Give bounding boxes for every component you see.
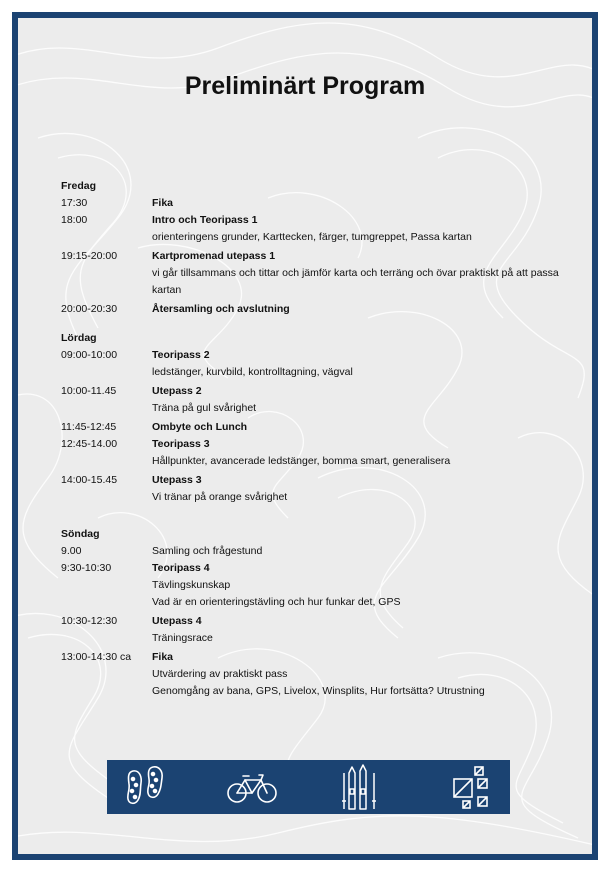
schedule-row <box>61 364 561 381</box>
row-text: Ombyte och Lunch <box>152 421 248 433</box>
schedule-row <box>61 248 561 265</box>
day-label: Fredag <box>61 180 97 192</box>
schedule <box>61 178 561 712</box>
day-lordag <box>61 330 561 506</box>
row-text: Träna på gul svårighet <box>152 402 257 414</box>
row-text: orienteringens grunder, Karttecken, färger, tumgreppet, Passa kartan <box>152 231 472 243</box>
row-time: 09:00-10:00 <box>61 349 118 361</box>
icon-bar <box>107 760 510 814</box>
row-time: 10:00-11.45 <box>61 385 117 397</box>
day-sondag <box>61 526 561 700</box>
row-text: Hållpunkter, avancerade ledstänger, bomma smart, generalisera <box>152 455 451 467</box>
row-text: Genomgång av bana, GPS, Livelox, Winsplits, Hur fortsätta? Utrustning <box>152 685 485 697</box>
row-time: 12:45-14.00 <box>61 438 118 450</box>
schedule-row <box>61 630 561 647</box>
row-time: 20:00-20:30 <box>61 303 118 315</box>
row-text: ledstänger, kurvbild, kontrolltagning, vägval <box>152 366 353 378</box>
row-text: vi går tillsammans och tittar och jämför karta och terräng och övar praktiskt på att passa kartan <box>152 267 559 296</box>
schedule-row <box>61 560 561 577</box>
row-time <box>61 400 152 417</box>
row-text: Återsamling och avslutning <box>152 303 290 315</box>
schedule-row <box>61 265 561 299</box>
schedule-row <box>61 594 561 611</box>
row-time: 9.00 <box>61 545 82 557</box>
row-text: Kartpromenad utepass 1 <box>152 250 276 262</box>
row-time <box>61 453 152 470</box>
schedule-row <box>61 229 561 246</box>
schedule-row <box>61 301 561 318</box>
row-time <box>61 594 152 611</box>
row-text: Tävlingskunskap <box>152 579 231 591</box>
row-text: Teoripass 3 <box>152 438 210 450</box>
row-text: Fika <box>152 651 174 663</box>
schedule-row <box>61 613 561 630</box>
bicycle-icon <box>225 763 279 811</box>
row-text: Utepass 4 <box>152 615 202 627</box>
schedule-row <box>61 383 561 400</box>
schedule-row <box>61 212 561 229</box>
row-text: Teoripass 4 <box>152 562 210 574</box>
row-time: 13:00-14:30 ca <box>61 651 132 663</box>
row-text: Intro och Teoripass 1 <box>152 214 258 226</box>
row-time <box>61 229 152 246</box>
row-text: Vi tränar på orange svårighet <box>152 491 288 503</box>
row-text: Utepass 2 <box>152 385 202 397</box>
day-label: Söndag <box>61 528 100 540</box>
skis-icon <box>337 763 381 813</box>
row-text: Samling och frågestund <box>152 545 263 557</box>
day-label: Lördag <box>61 332 97 344</box>
row-time: 19:15-20:00 <box>61 250 118 262</box>
schedule-row <box>61 666 561 683</box>
row-text: Teoripass 2 <box>152 349 210 361</box>
row-time <box>61 630 152 647</box>
orienteering-control-icon <box>442 763 494 811</box>
day-fredag <box>61 178 561 318</box>
row-text: Träningsrace <box>152 632 213 644</box>
row-time <box>61 683 152 700</box>
row-time <box>61 489 152 506</box>
row-time: 18:00 <box>61 214 88 226</box>
footprints-icon <box>119 763 171 811</box>
row-text: Fika <box>152 197 174 209</box>
row-time: 17:30 <box>61 197 88 209</box>
schedule-row <box>61 472 561 489</box>
row-time <box>61 666 152 683</box>
row-time <box>61 364 152 381</box>
schedule-row <box>61 419 561 436</box>
schedule-row <box>61 577 561 594</box>
schedule-row <box>61 347 561 364</box>
row-time: 10:30-12:30 <box>61 615 118 627</box>
schedule-row <box>61 489 561 506</box>
page-title: Preliminärt Program <box>184 72 426 100</box>
row-time <box>61 265 152 299</box>
row-text: Utepass 3 <box>152 474 202 486</box>
schedule-row <box>61 436 561 453</box>
schedule-row <box>61 683 561 700</box>
schedule-row <box>61 453 561 470</box>
row-text: Utvärdering av praktiskt pass <box>152 668 288 680</box>
row-time: 14:00-15.45 <box>61 474 118 486</box>
row-time: 9:30-10:30 <box>61 562 112 574</box>
document-frame <box>12 12 598 860</box>
row-time <box>61 577 152 594</box>
schedule-row <box>61 195 561 212</box>
schedule-row <box>61 649 561 666</box>
row-text: Vad är en orienteringstävling och hur funkar det, GPS <box>152 596 401 608</box>
schedule-row <box>61 400 561 417</box>
schedule-row <box>61 543 561 560</box>
row-time: 11:45-12:45 <box>61 421 117 433</box>
